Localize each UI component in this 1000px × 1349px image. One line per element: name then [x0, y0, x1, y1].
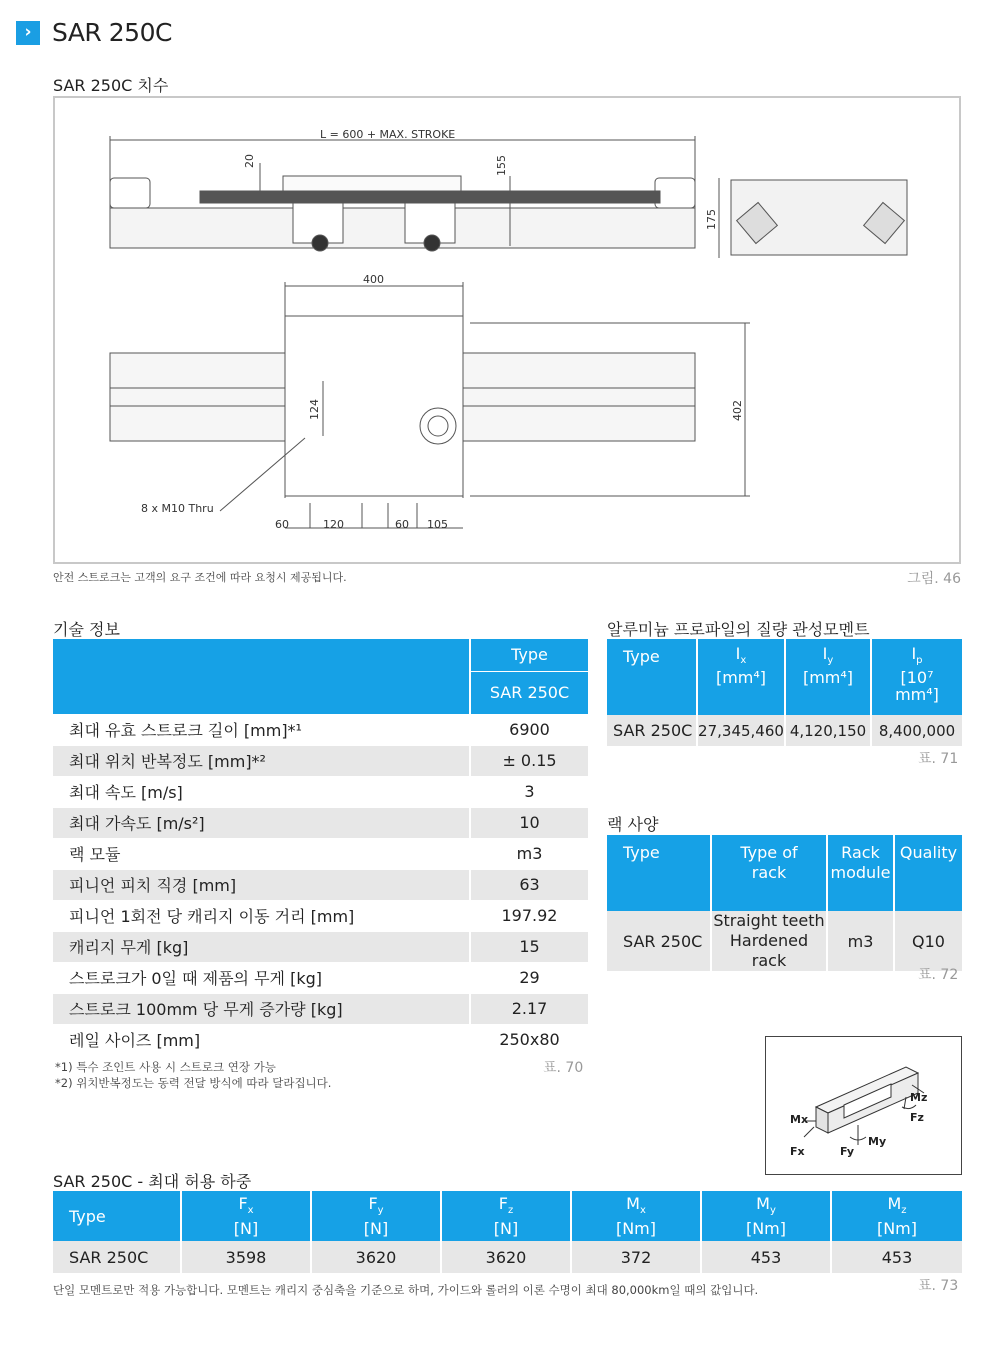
- inertia-row-type: SAR 250C: [613, 721, 693, 740]
- dim-175: 175: [705, 209, 718, 230]
- tech-row-label: 최대 유효 스트로크 길이 [mm]*¹: [53, 714, 470, 745]
- figure-number: 그림. 46: [907, 571, 961, 587]
- dim-105: 105: [427, 518, 448, 531]
- inertia-header-ix: $I_x$ [mm⁴]: [697, 639, 785, 715]
- tech-row-value: ± 0.15: [470, 745, 588, 776]
- tech-header-model: SAR 250C: [470, 671, 588, 714]
- tech-row-label: 최대 위치 반복정도 [mm]*²: [53, 745, 470, 776]
- drawing-svg: [55, 98, 959, 562]
- rack-header-module: Rack module: [827, 835, 894, 911]
- dim-402: 402: [731, 400, 744, 421]
- tech-row-label: 캐리지 무게 [kg]: [53, 931, 470, 962]
- load-table-number: 표. 73: [918, 1278, 959, 1294]
- tech-row-label: 최대 속도 [m/s]: [53, 776, 470, 807]
- tech-header-blank: [53, 639, 470, 714]
- label-fx: Fx: [790, 1145, 805, 1158]
- tech-table: [53, 639, 588, 1056]
- label-fy: Fy: [840, 1145, 855, 1158]
- dim-155: 155: [495, 155, 508, 176]
- inertia-header-ip: $I_p$ [10⁷ mm⁴]: [871, 639, 962, 715]
- dim-20: 20: [243, 154, 256, 168]
- dim-120: 120: [323, 518, 344, 531]
- load-header-mz: $M_z$ [Nm]: [831, 1191, 962, 1241]
- load-row-type: SAR 250C: [69, 1247, 149, 1267]
- rack-header-type-of-rack: Type of rack: [711, 835, 827, 911]
- tech-row-label: 스트로크 100mm 당 무게 증가량 [kg]: [53, 993, 470, 1024]
- tech-row-value: 6900: [470, 714, 588, 745]
- drawing-section-title: SAR 250C 치수: [53, 76, 169, 95]
- inertia-header-iy: $I_y$ [mm⁴]: [785, 639, 871, 715]
- dim-400: 400: [363, 273, 384, 286]
- tech-row-value: 250x80: [470, 1024, 588, 1055]
- inertia-row-ip: 8,400,000: [871, 715, 962, 746]
- dim-60a: 60: [275, 518, 289, 531]
- tech-table-number: 표. 70: [543, 1060, 584, 1076]
- load-header-mx: $M_x$ [Nm]: [571, 1191, 701, 1241]
- chevron-right-icon: ›: [16, 21, 40, 45]
- load-header-fz: $F_z$ [N]: [441, 1191, 571, 1241]
- inertia-table: [607, 639, 962, 746]
- label-mz: Mz: [910, 1091, 928, 1104]
- label-fz: Fz: [910, 1111, 924, 1124]
- tech-note-2: *2) 위치반복정도는 동력 전달 방식에 따라 달라집니다.: [55, 1076, 332, 1090]
- technical-drawing: [53, 96, 961, 564]
- tech-row-value: 29: [470, 962, 588, 993]
- tech-row-value: 15: [470, 931, 588, 962]
- rack-header-type: Type: [623, 843, 660, 862]
- load-row-my: 453: [701, 1241, 831, 1273]
- tech-row-label: 랙 모듈: [53, 838, 470, 869]
- dim-60b: 60: [395, 518, 409, 531]
- load-row-fx: 3598: [181, 1241, 311, 1273]
- tech-row-value: 197.92: [470, 900, 588, 931]
- rack-row-type-of-rack: Straight teeth Hardened rack: [711, 911, 827, 971]
- load-row-fy: 3620: [311, 1241, 441, 1273]
- load-table: [53, 1191, 962, 1273]
- tech-row-value: 10: [470, 807, 588, 838]
- page-title: SAR 250C: [52, 18, 172, 47]
- tech-row-value: 2.17: [470, 993, 588, 1024]
- rack-row-module: m3: [827, 911, 894, 971]
- tech-row-value: 63: [470, 869, 588, 900]
- tech-note-1: *1) 특수 조인트 사용 시 스트로크 연장 가능: [55, 1060, 276, 1074]
- rack-row-quality: Q10: [894, 911, 962, 971]
- load-row-mx: 372: [571, 1241, 701, 1273]
- dim-length: L = 600 + MAX. STROKE: [320, 128, 456, 141]
- rack-table: [607, 835, 962, 971]
- label-my: My: [868, 1135, 887, 1148]
- rack-row-type: SAR 250C: [623, 931, 703, 951]
- tech-row-value: m3: [470, 838, 588, 869]
- tech-row-label: 최대 가속도 [m/s²]: [53, 807, 470, 838]
- dim-124: 124: [308, 399, 321, 420]
- load-row-mz: 453: [831, 1241, 962, 1273]
- load-header-my: $M_y$ [Nm]: [701, 1191, 831, 1241]
- tech-row-label: 레일 사이즈 [mm]: [53, 1024, 470, 1055]
- tech-row-value: 3: [470, 776, 588, 807]
- tech-section-title: 기술 정보: [53, 620, 120, 639]
- load-note: 단일 모멘트로만 적용 가능합니다. 모멘트는 캐리지 중심축을 기준으로 하며, 가이드와 롤러의 이론 수명이 최대 80,000km일 때의 값입니다.: [53, 1283, 759, 1297]
- inertia-header-type: Type: [623, 647, 660, 666]
- load-axes-diagram: [765, 1036, 962, 1175]
- label-mx: Mx: [790, 1113, 809, 1126]
- load-row-fz: 3620: [441, 1241, 571, 1273]
- tech-row-label: 피니언 피치 직경 [mm]: [53, 869, 470, 900]
- load-header-type: Type: [69, 1206, 106, 1226]
- drawing-note: 안전 스트로크는 고객의 요구 조건에 따라 요청시 제공됩니다.: [53, 571, 347, 584]
- load-section-title: SAR 250C - 최대 허용 하중: [53, 1172, 252, 1191]
- tech-row-label: 피니언 1회전 당 캐리지 이동 거리 [mm]: [53, 900, 470, 931]
- rack-table-number: 표. 72: [918, 967, 959, 983]
- tech-row-label: 스트로크가 0일 때 제품의 무게 [kg]: [53, 962, 470, 993]
- inertia-row-iy: 4,120,150: [785, 715, 871, 746]
- inertia-table-number: 표. 71: [918, 751, 959, 767]
- inertia-section-title: 알루미늄 프로파일의 질량 관성모멘트: [607, 620, 870, 639]
- rack-header-quality: Quality: [894, 835, 962, 911]
- thru-label: 8 x M10 Thru: [141, 502, 214, 515]
- inertia-row-ix: 27,345,460: [697, 715, 785, 746]
- tech-header-type: Type: [470, 639, 588, 671]
- load-header-fy: $F_y$ [N]: [311, 1191, 441, 1241]
- load-header-fx: $F_x$ [N]: [181, 1191, 311, 1241]
- axes-svg: [766, 1037, 961, 1174]
- rack-section-title: 랙 사양: [607, 815, 659, 834]
